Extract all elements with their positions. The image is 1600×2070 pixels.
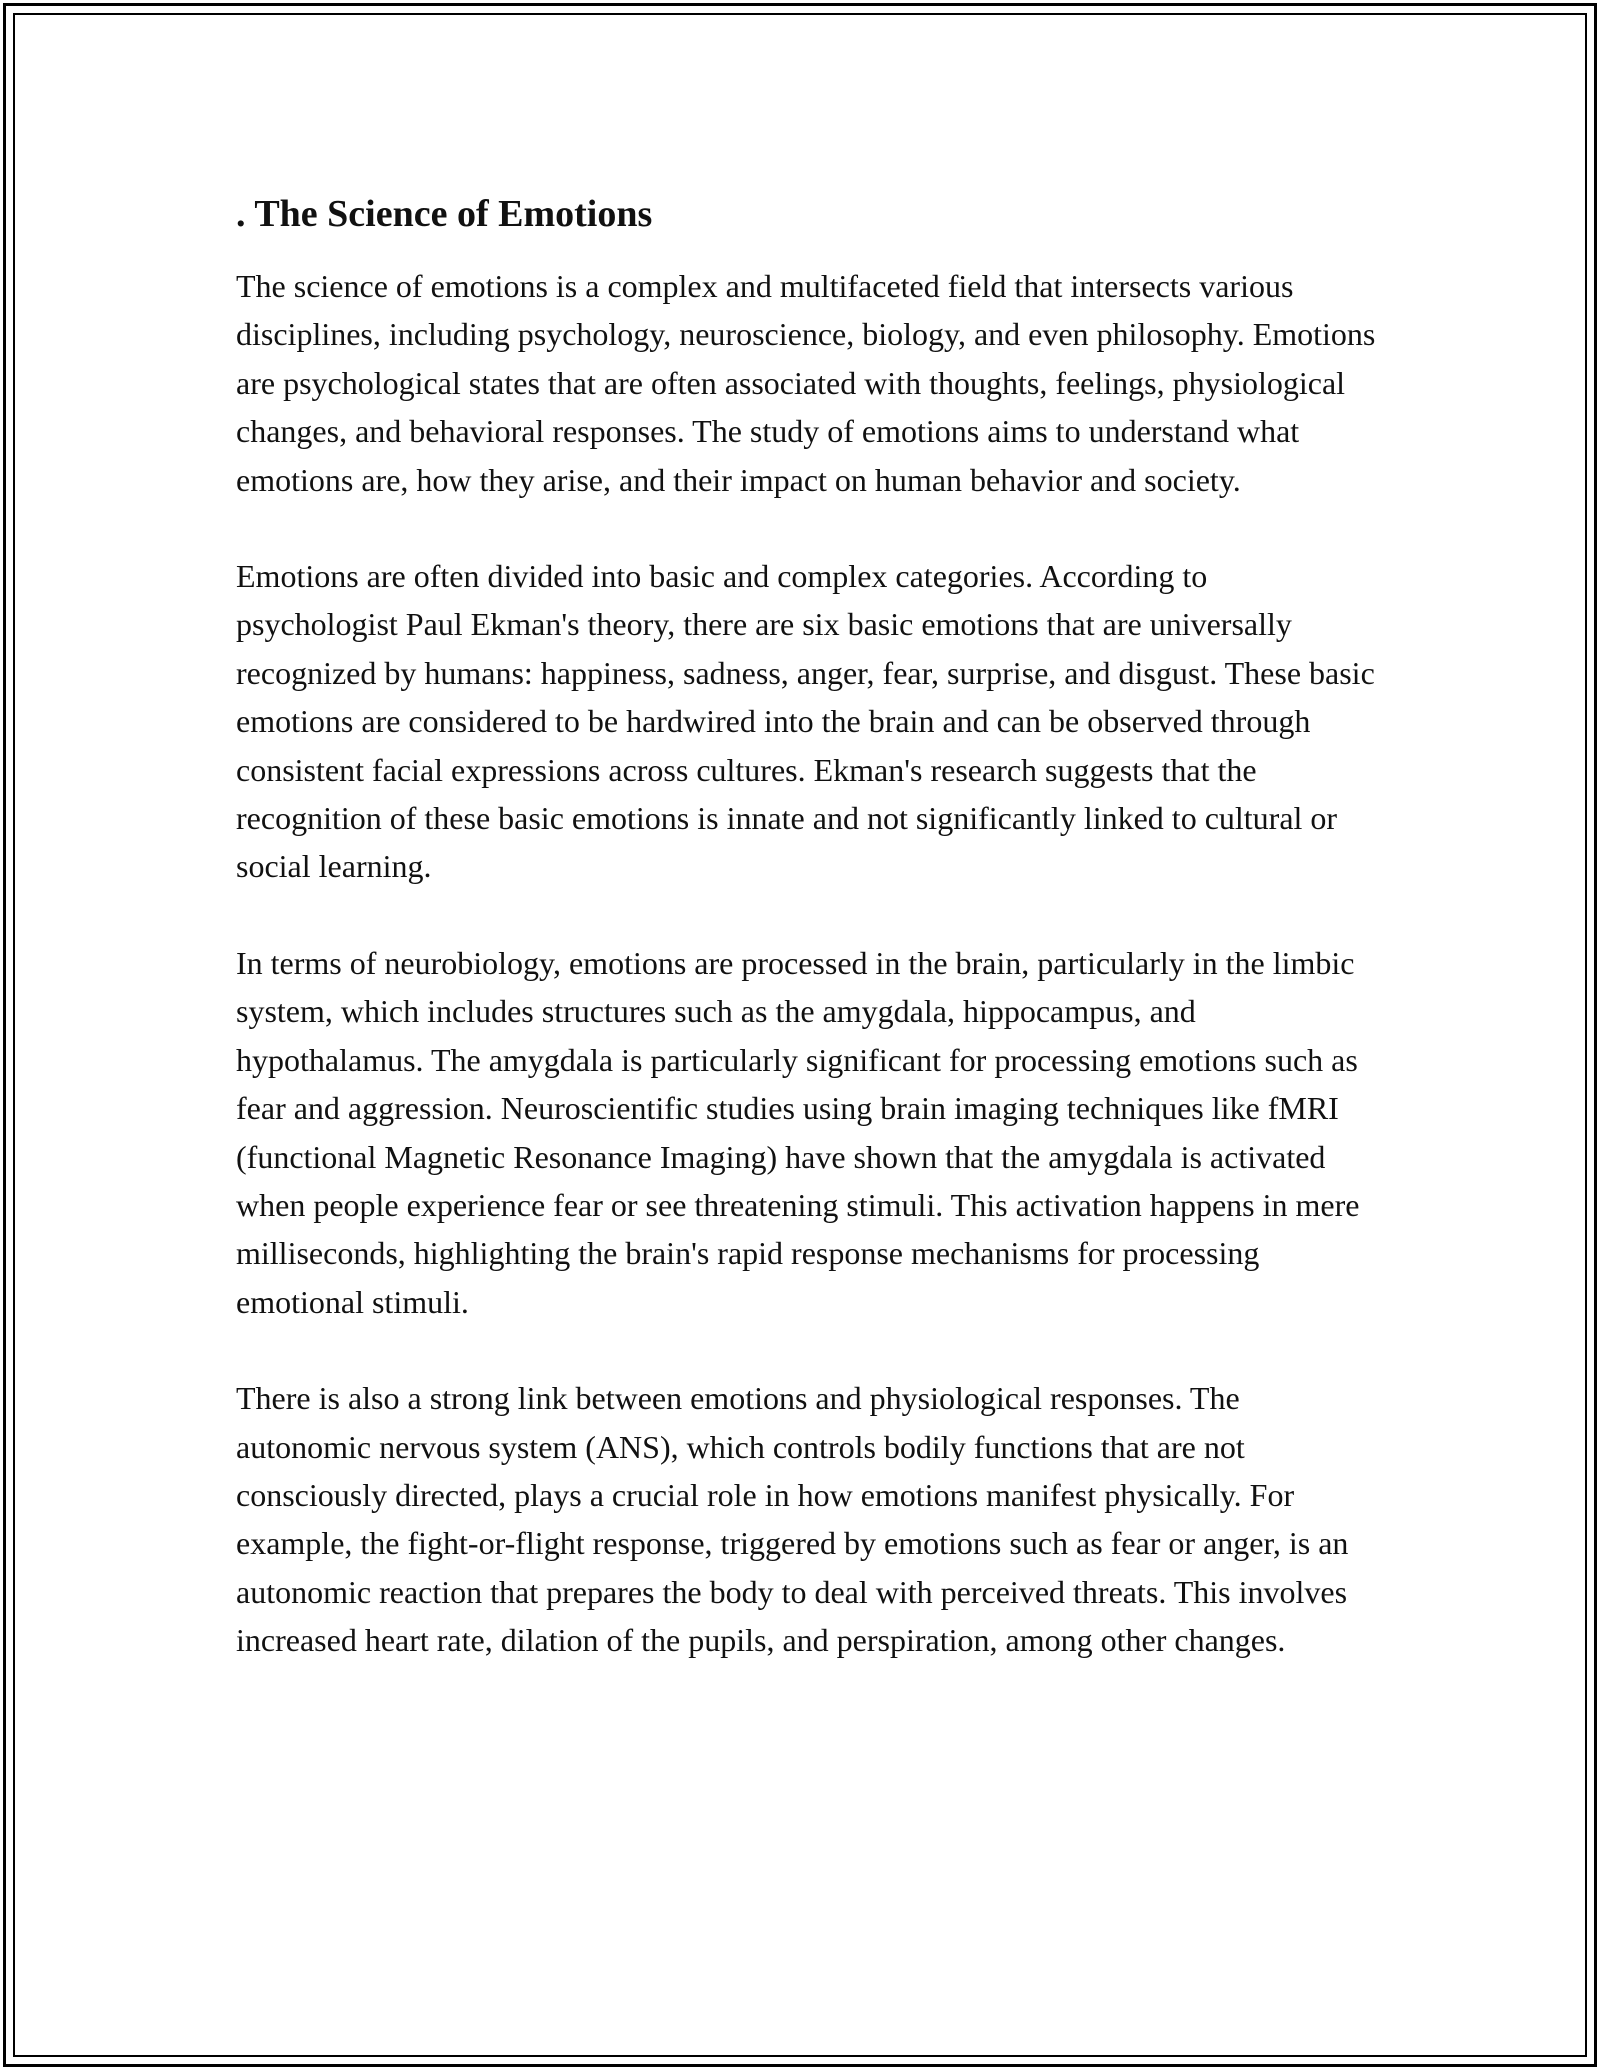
paragraph-intro: The science of emotions is a complex and multifaceted field that intersects various disciplines, including psychology, neuroscience, biology, and even philosophy. Emotions are psychological states that are often associated with thoughts, feelings, physiological changes, and behavioral responses. The study of emotions aims to understand what emotions are, how they arise, and their impact on human behavior and society. [236,268,1376,498]
paragraph-basic-emotions: Emotions are often divided into basic and complex categories. According to psychologist Paul Ekman's theory, there are six basic emotions that are universally recognized by humans: happiness, sadness, anger, fear, surprise, and disgust. These basic emotions are considered to be hardwired into the brain and can be observed through consistent facial expressions across cultures. Ekman's research suggests that the recognition of these basic emotions is innate and not significantly linked to cultural or social learning. [236,558,1375,885]
section-title: . The Science of Emotions [236,193,653,235]
paragraph-physiology: There is also a strong link between emotions and physiological responses. The autonomic nervous system (ANS), which controls bodily functions that are not consciously directed, plays a crucial role in how emotions manifest physically. For example, the fight-or-flight response, triggered by emotions such as fear or anger, is an autonomic reaction that prepares the body to deal with perceived threats. This involves increased heart rate, dilation of the pupils, and perspiration, among other changes. [236,1380,1349,1659]
paragraph-neurobiology: In terms of neurobiology, emotions are processed in the brain, particularly in the limbic system, which includes structures such as the amygdala, hippocampus, and hypothalamus. The amygdala is particularly significant for processing emotions such as fear and aggression. Neuroscientific studies using brain imaging techniques like fMRI (functional Magnetic Resonance Imaging) have shown that the amygdala is activated when people experience fear or see threatening stimuli. This activation happens in mere milliseconds, highlighting the brain's rapid response mechanisms for processing emotional stimuli. [236,944,1360,1320]
document-body [236,188,1376,1713]
